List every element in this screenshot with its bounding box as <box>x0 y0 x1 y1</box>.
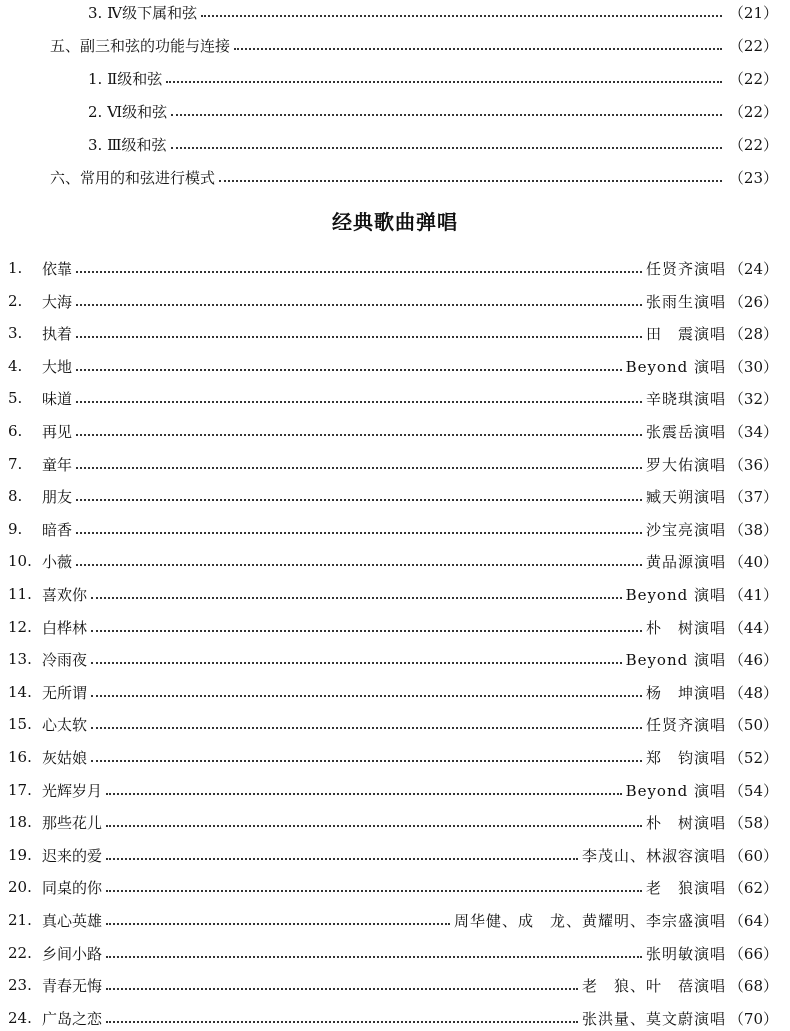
dot-leader <box>106 792 622 795</box>
toc-entry-label: 六、常用的和弦进行模式 <box>50 168 216 187</box>
song-performer: 沙宝亮演唱 <box>645 520 726 539</box>
song-title: 依靠 <box>42 259 73 278</box>
toc-entry-label: 3. Ⅳ级下属和弦 <box>88 3 198 22</box>
song-title: 那些花儿 <box>42 813 103 832</box>
dot-leader <box>76 335 642 338</box>
song-page: （38） <box>728 520 778 539</box>
song-performer: 黄品源演唱 <box>645 552 726 571</box>
dot-leader <box>76 563 642 566</box>
song-performer: 周华健、成 龙、黄耀明、李宗盛演唱 <box>453 911 726 930</box>
song-number: 9. <box>8 520 23 538</box>
toc-entry-page: （23） <box>728 168 778 187</box>
dot-leader <box>91 629 642 632</box>
song-title: 味道 <box>42 389 73 408</box>
toc-entry-page: （22） <box>728 135 778 154</box>
dot-leader <box>91 694 642 697</box>
song-number: 23. <box>8 976 32 994</box>
dot-leader <box>91 596 622 599</box>
song-page: （52） <box>728 748 778 767</box>
toc-entry-label: 2. Ⅵ级和弦 <box>88 102 168 121</box>
song-title: 灰姑娘 <box>42 748 88 767</box>
song-performer: Beyond 演唱 <box>625 357 726 376</box>
dot-leader <box>106 987 578 990</box>
song-performer: 李茂山、林淑容演唱 <box>581 846 726 865</box>
toc-entry[interactable] <box>0 0 790 24</box>
toc-entry[interactable] <box>0 165 790 189</box>
song-number: 24. <box>8 1009 32 1027</box>
song-number: 22. <box>8 944 32 962</box>
dot-leader <box>234 47 722 50</box>
song-performer: 杨 坤演唱 <box>645 683 726 702</box>
song-title: 暗香 <box>42 520 73 539</box>
song-page: （54） <box>728 781 778 800</box>
song-title: 再见 <box>42 422 73 441</box>
song-title: 无所谓 <box>42 683 88 702</box>
song-page: （34） <box>728 422 778 441</box>
song-page: （68） <box>728 976 778 995</box>
toc-entry-page: （22） <box>728 69 778 88</box>
song-number: 3. <box>8 324 23 342</box>
song-number: 10. <box>8 552 32 570</box>
song-entry[interactable] <box>0 875 790 899</box>
song-entry[interactable] <box>0 582 790 606</box>
section-heading: 经典歌曲弹唱 <box>332 210 458 234</box>
song-performer: Beyond 演唱 <box>625 585 726 604</box>
song-title: 朋友 <box>42 487 73 506</box>
dot-leader <box>76 466 642 469</box>
song-page: （26） <box>728 292 778 311</box>
dot-leader <box>106 922 450 925</box>
song-title: 迟来的爱 <box>42 846 103 865</box>
song-page: （30） <box>728 357 778 376</box>
song-title: 白桦林 <box>42 618 88 637</box>
toc-entry[interactable] <box>0 132 790 156</box>
song-number: 15. <box>8 715 32 733</box>
song-title: 青春无悔 <box>42 976 103 995</box>
song-entry[interactable] <box>0 419 790 443</box>
song-entry[interactable] <box>0 289 790 313</box>
song-entry[interactable] <box>0 810 790 834</box>
song-page: （41） <box>728 585 778 604</box>
song-entry[interactable] <box>0 1006 790 1030</box>
song-number: 13. <box>8 650 32 668</box>
song-number: 1. <box>8 259 23 277</box>
dot-leader <box>166 80 722 83</box>
song-title: 小薇 <box>42 552 73 571</box>
dot-leader <box>76 433 642 436</box>
dot-leader <box>171 146 722 149</box>
song-performer: 张震岳演唱 <box>645 422 726 441</box>
song-entry[interactable] <box>0 452 790 476</box>
song-page: （40） <box>728 552 778 571</box>
dot-leader <box>76 303 642 306</box>
song-number: 16. <box>8 748 32 766</box>
song-number: 6. <box>8 422 23 440</box>
song-entry[interactable] <box>0 484 790 508</box>
dot-leader <box>91 759 642 762</box>
song-number: 19. <box>8 846 32 864</box>
song-entry[interactable] <box>0 843 790 867</box>
song-title: 喜欢你 <box>42 585 88 604</box>
song-entry[interactable] <box>0 354 790 378</box>
dot-leader <box>76 400 642 403</box>
dot-leader <box>106 889 642 892</box>
toc-entry-page: （22） <box>728 102 778 121</box>
dot-leader <box>76 270 642 273</box>
song-title: 真心英雄 <box>42 911 103 930</box>
song-title: 大地 <box>42 357 73 376</box>
dot-leader <box>76 368 622 371</box>
song-performer: 张明敏演唱 <box>645 944 726 963</box>
song-performer: 辛晓琪演唱 <box>645 389 726 408</box>
song-title: 执着 <box>42 324 73 343</box>
dot-leader <box>91 726 642 729</box>
dot-leader <box>201 14 722 17</box>
toc-entry-page: （22） <box>728 36 778 55</box>
song-number: 12. <box>8 618 32 636</box>
song-entry[interactable] <box>0 615 790 639</box>
song-page: （36） <box>728 455 778 474</box>
dot-leader <box>106 1020 578 1023</box>
song-performer: 臧天朔演唱 <box>645 487 726 506</box>
song-number: 17. <box>8 781 32 799</box>
song-entry[interactable] <box>0 321 790 345</box>
song-number: 21. <box>8 911 32 929</box>
song-number: 18. <box>8 813 32 831</box>
song-entry[interactable] <box>0 745 790 769</box>
song-entry[interactable] <box>0 517 790 541</box>
song-page: （44） <box>728 618 778 637</box>
song-entry[interactable] <box>0 908 790 932</box>
song-page: （70） <box>728 1009 778 1028</box>
song-performer: 朴 树演唱 <box>645 618 726 637</box>
song-title: 大海 <box>42 292 73 311</box>
song-entry[interactable] <box>0 549 790 573</box>
dot-leader <box>106 857 578 860</box>
toc-entry-page: （21） <box>728 3 778 22</box>
song-number: 5. <box>8 389 23 407</box>
song-performer: 朴 树演唱 <box>645 813 726 832</box>
song-page: （24） <box>728 259 778 278</box>
song-page: （64） <box>728 911 778 930</box>
song-entry[interactable] <box>0 941 790 965</box>
song-page: （58） <box>728 813 778 832</box>
song-entry[interactable] <box>0 680 790 704</box>
song-performer: 罗大佑演唱 <box>645 455 726 474</box>
song-page: （60） <box>728 846 778 865</box>
song-title: 同桌的你 <box>42 878 103 897</box>
toc-entry-label: 1. Ⅱ级和弦 <box>88 69 163 88</box>
song-title: 光辉岁月 <box>42 781 103 800</box>
song-performer: 张洪量、莫文蔚演唱 <box>581 1009 726 1028</box>
song-page: （62） <box>728 878 778 897</box>
song-performer: 任贤齐演唱 <box>645 715 726 734</box>
song-page: （46） <box>728 650 778 669</box>
toc-entry-label: 3. Ⅲ级和弦 <box>88 135 167 154</box>
song-number: 14. <box>8 683 32 701</box>
song-performer: Beyond 演唱 <box>625 650 726 669</box>
song-entry[interactable] <box>0 712 790 736</box>
song-number: 4. <box>8 357 23 375</box>
dot-leader <box>106 824 642 827</box>
song-performer: 老 狼、叶 蓓演唱 <box>581 976 726 995</box>
dot-leader <box>171 113 722 116</box>
song-title: 心太软 <box>42 715 88 734</box>
song-page: （50） <box>728 715 778 734</box>
dot-leader <box>76 531 642 534</box>
song-page: （37） <box>728 487 778 506</box>
song-entry[interactable] <box>0 973 790 997</box>
song-number: 7. <box>8 455 23 473</box>
dot-leader <box>91 661 622 664</box>
song-title: 冷雨夜 <box>42 650 88 669</box>
dot-leader <box>106 955 642 958</box>
song-performer: 老 狼演唱 <box>645 878 726 897</box>
song-number: 20. <box>8 878 32 896</box>
song-title: 童年 <box>42 455 73 474</box>
song-performer: 郑 钧演唱 <box>645 748 726 767</box>
song-number: 8. <box>8 487 23 505</box>
toc-entry[interactable] <box>0 99 790 123</box>
dot-leader <box>76 498 642 501</box>
song-entry[interactable] <box>0 256 790 280</box>
song-performer: 田 震演唱 <box>645 324 726 343</box>
song-performer: 张雨生演唱 <box>645 292 726 311</box>
song-entry[interactable] <box>0 778 790 802</box>
song-number: 2. <box>8 292 23 310</box>
song-performer: Beyond 演唱 <box>625 781 726 800</box>
song-entry[interactable] <box>0 386 790 410</box>
song-title: 乡间小路 <box>42 944 103 963</box>
song-entry[interactable] <box>0 647 790 671</box>
song-page: （32） <box>728 389 778 408</box>
song-number: 11. <box>8 585 32 603</box>
song-title: 广岛之恋 <box>42 1009 103 1028</box>
toc-entry-label: 五、副三和弦的功能与连接 <box>50 36 231 55</box>
dot-leader <box>219 179 722 182</box>
song-page: （66） <box>728 944 778 963</box>
song-performer: 任贤齐演唱 <box>645 259 726 278</box>
song-page: （48） <box>728 683 778 702</box>
toc-entry[interactable] <box>0 66 790 90</box>
song-page: （28） <box>728 324 778 343</box>
toc-entry[interactable] <box>0 33 790 57</box>
